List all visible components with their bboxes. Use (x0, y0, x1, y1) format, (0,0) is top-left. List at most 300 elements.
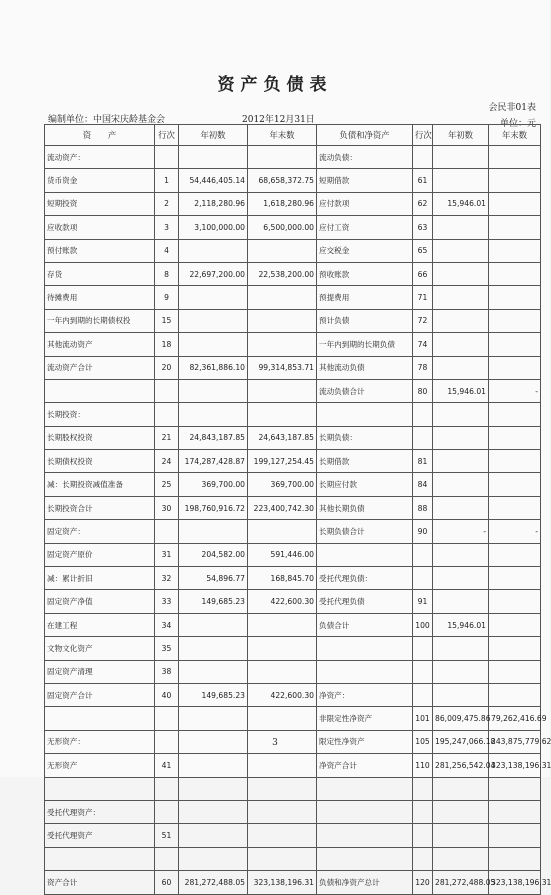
asset-item: 无形资产 (45, 754, 155, 777)
table-row (45, 637, 541, 660)
asset-opening-value (179, 754, 248, 777)
asset-opening-value (179, 309, 248, 332)
asset-opening-value: 149,685.23 (179, 590, 248, 613)
liability-opening-value (433, 590, 489, 613)
asset-closing-value (248, 403, 317, 426)
liability-opening-value (433, 496, 489, 519)
asset-line-no (155, 379, 179, 402)
asset-item: 短期投资 (45, 192, 155, 215)
asset-item (45, 847, 155, 870)
asset-line-no: 35 (155, 637, 179, 660)
liability-closing-value (489, 473, 541, 496)
table-row (45, 426, 541, 449)
asset-line-no: 41 (155, 754, 179, 777)
asset-item: 受托代理资产： (45, 800, 155, 823)
asset-closing-value (248, 777, 317, 800)
liability-item: 长期负债合计 (317, 520, 413, 543)
liability-closing-value: - (489, 379, 541, 402)
liability-line-no (413, 824, 433, 847)
liability-closing-value: 323,138,196.31 (489, 871, 541, 894)
liability-closing-value (489, 824, 541, 847)
asset-closing-value (248, 847, 317, 870)
asset-opening-value (179, 333, 248, 356)
liability-line-no (413, 660, 433, 683)
asset-closing-value (248, 754, 317, 777)
liability-opening-value (433, 660, 489, 683)
header-assets: 资 产 (45, 125, 155, 146)
liability-item (317, 403, 413, 426)
asset-line-no: 34 (155, 613, 179, 636)
header-opening: 年初数 (179, 125, 248, 146)
liability-line-no: 63 (413, 216, 433, 239)
asset-closing-value (248, 286, 317, 309)
liability-line-no (413, 146, 433, 169)
asset-line-no: 40 (155, 683, 179, 706)
asset-line-no: 25 (155, 473, 179, 496)
liability-closing-value (489, 146, 541, 169)
table-row (45, 660, 541, 683)
asset-line-no: 31 (155, 543, 179, 566)
liability-opening-value (433, 567, 489, 590)
asset-item: 应收款项 (45, 216, 155, 239)
asset-item: 减：累计折旧 (45, 567, 155, 590)
asset-opening-value: 204,582.00 (179, 543, 248, 566)
document-title: 资产负债表 (217, 75, 333, 95)
asset-opening-value (179, 613, 248, 636)
liability-closing-value (489, 286, 541, 309)
liability-item: 应交税金 (317, 239, 413, 262)
form-code: 会民非01表 (488, 103, 536, 113)
liability-line-no: 71 (413, 286, 433, 309)
liability-line-no: 72 (413, 309, 433, 332)
table-row (45, 613, 541, 636)
liability-opening-value (433, 450, 489, 473)
asset-item: 无形资产： (45, 730, 155, 753)
asset-closing-value: 223,400,742.30 (248, 496, 317, 519)
liability-item: 负债和净资产总计 (317, 871, 413, 894)
liability-opening-value (433, 473, 489, 496)
asset-opening-value (179, 286, 248, 309)
asset-line-no: 3 (155, 216, 179, 239)
liability-item: 预计负债 (317, 309, 413, 332)
asset-closing-value: 168,845.70 (248, 567, 317, 590)
asset-item: 受托代理资产 (45, 824, 155, 847)
liability-closing-value (489, 262, 541, 285)
asset-opening-value (179, 637, 248, 660)
liability-item (317, 660, 413, 683)
liability-opening-value: 195,247,066.18 (433, 730, 489, 753)
liability-line-no: 101 (413, 707, 433, 730)
asset-opening-value: 281,272,488.05 (179, 871, 248, 894)
table-header-row (45, 125, 541, 146)
asset-line-no: 30 (155, 496, 179, 519)
liability-closing-value (489, 169, 541, 192)
liability-opening-value (433, 637, 489, 660)
table-row (45, 169, 541, 192)
liability-line-no: 110 (413, 754, 433, 777)
table-row (45, 496, 541, 519)
asset-line-no: 20 (155, 356, 179, 379)
page-number: 3 (272, 738, 278, 748)
asset-opening-value: 2,118,280.96 (179, 192, 248, 215)
liability-closing-value (489, 567, 541, 590)
liability-closing-value (489, 660, 541, 683)
asset-opening-value: 54,446,405.14 (179, 169, 248, 192)
asset-opening-value (179, 239, 248, 262)
currency-unit: 单位：元 (499, 119, 536, 129)
asset-item: 长期投资： (45, 403, 155, 426)
liability-opening-value (433, 777, 489, 800)
asset-opening-value: 198,760,916.72 (179, 496, 248, 519)
liability-opening-value: 281,256,542.04 (433, 754, 489, 777)
asset-line-no: 1 (155, 169, 179, 192)
liability-item: 预提费用 (317, 286, 413, 309)
table-row (45, 309, 541, 332)
asset-opening-value (179, 777, 248, 800)
liability-line-no: 88 (413, 496, 433, 519)
liability-line-no: 65 (413, 239, 433, 262)
asset-line-no (155, 707, 179, 730)
table-row (45, 707, 541, 730)
table-row (45, 824, 541, 847)
liability-closing-value (489, 216, 541, 239)
liability-item: 受托代理负债 (317, 590, 413, 613)
asset-item: 固定资产： (45, 520, 155, 543)
liability-line-no (413, 777, 433, 800)
asset-line-no: 4 (155, 239, 179, 262)
asset-item: 预付账款 (45, 239, 155, 262)
liability-item: 负债合计 (317, 613, 413, 636)
asset-closing-value (248, 660, 317, 683)
asset-line-no: 9 (155, 286, 179, 309)
liability-opening-value (433, 169, 489, 192)
liability-item: 其他流动负债 (317, 356, 413, 379)
liability-item: 净资产： (317, 683, 413, 706)
asset-closing-value (248, 239, 317, 262)
liability-opening-value (433, 356, 489, 379)
liability-closing-value (489, 450, 541, 473)
table-row (45, 567, 541, 590)
asset-item: 长期股权投资 (45, 426, 155, 449)
table-row (45, 473, 541, 496)
liability-opening-value (433, 262, 489, 285)
asset-closing-value: 99,314,853.71 (248, 356, 317, 379)
asset-closing-value: 422,600.30 (248, 683, 317, 706)
liability-opening-value (433, 683, 489, 706)
asset-opening-value (179, 800, 248, 823)
table-row (45, 286, 541, 309)
liability-line-no: 120 (413, 871, 433, 894)
asset-closing-value (248, 637, 317, 660)
liability-item: 长期负债： (317, 426, 413, 449)
table-row (45, 871, 541, 894)
liability-line-no: 80 (413, 379, 433, 402)
liability-opening-value (433, 847, 489, 870)
asset-line-no (155, 146, 179, 169)
liability-opening-value (433, 146, 489, 169)
asset-item: 固定资产清理 (45, 660, 155, 683)
asset-item: 资产合计 (45, 871, 155, 894)
liability-closing-value (489, 309, 541, 332)
liability-item: 应付款项 (317, 192, 413, 215)
asset-item: 固定资产原价 (45, 543, 155, 566)
table-row (45, 590, 541, 613)
liability-line-no: 84 (413, 473, 433, 496)
asset-opening-value: 149,685.23 (179, 683, 248, 706)
asset-opening-value (179, 379, 248, 402)
liability-item (317, 824, 413, 847)
asset-closing-value (248, 707, 317, 730)
liability-closing-value (489, 777, 541, 800)
liability-item: 一年内到期的长期负债 (317, 333, 413, 356)
table-row (45, 216, 541, 239)
liability-opening-value (433, 403, 489, 426)
asset-closing-value (248, 146, 317, 169)
asset-closing-value: 369,700.00 (248, 473, 317, 496)
asset-item: 货币资金 (45, 169, 155, 192)
liability-item: 预收账款 (317, 262, 413, 285)
liability-item (317, 777, 413, 800)
liability-closing-value: 323,138,196.31 (489, 754, 541, 777)
asset-opening-value: 22,697,200.00 (179, 262, 248, 285)
liability-closing-value (489, 496, 541, 519)
asset-opening-value: 82,361,886.10 (179, 356, 248, 379)
liability-opening-value: 281,272,488.05 (433, 871, 489, 894)
asset-opening-value (179, 824, 248, 847)
asset-closing-value: 422,600.30 (248, 590, 317, 613)
liability-line-no: 91 (413, 590, 433, 613)
liability-item (317, 637, 413, 660)
asset-item: 存货 (45, 262, 155, 285)
asset-closing-value: 199,127,254.45 (248, 450, 317, 473)
liability-opening-value (433, 800, 489, 823)
liability-opening-value: 15,946.01 (433, 379, 489, 402)
asset-closing-value (248, 379, 317, 402)
liability-opening-value: 15,946.01 (433, 192, 489, 215)
liability-opening-value (433, 239, 489, 262)
asset-opening-value (179, 403, 248, 426)
asset-closing-value: 6,500,000.00 (248, 216, 317, 239)
asset-closing-value (248, 309, 317, 332)
liability-opening-value (433, 309, 489, 332)
liability-item: 长期应付款 (317, 473, 413, 496)
liability-opening-value (433, 824, 489, 847)
table-row (45, 239, 541, 262)
liability-line-no (413, 567, 433, 590)
asset-line-no: 24 (155, 450, 179, 473)
liability-item: 限定性净资产 (317, 730, 413, 753)
asset-line-no: 2 (155, 192, 179, 215)
liability-item: 其他长期负债 (317, 496, 413, 519)
asset-item: 固定资产合计 (45, 683, 155, 706)
table-row (45, 146, 541, 169)
balance-sheet-table (44, 124, 551, 895)
asset-item: 固定资产净值 (45, 590, 155, 613)
asset-closing-value: 24,643,187.85 (248, 426, 317, 449)
table-row (45, 356, 541, 379)
asset-line-no: 21 (155, 426, 179, 449)
table-row (45, 450, 541, 473)
asset-item: 减：长期投资减值准备 (45, 473, 155, 496)
liability-opening-value (433, 543, 489, 566)
liability-closing-value (489, 613, 541, 636)
header-closing: 年末数 (489, 125, 541, 146)
asset-closing-value (248, 333, 317, 356)
asset-closing-value (248, 520, 317, 543)
asset-line-no (155, 800, 179, 823)
table-row (45, 754, 541, 777)
liability-opening-value: 15,946.01 (433, 613, 489, 636)
asset-item: 其他流动资产 (45, 333, 155, 356)
header-closing: 年末数 (248, 125, 317, 146)
liability-opening-value: - (433, 520, 489, 543)
asset-opening-value (179, 520, 248, 543)
asset-item: 在建工程 (45, 613, 155, 636)
table-row (45, 379, 541, 402)
header-line-no: 行次 (413, 125, 433, 146)
asset-closing-value: 68,658,372.75 (248, 169, 317, 192)
asset-line-no (155, 847, 179, 870)
liability-line-no: 62 (413, 192, 433, 215)
asset-item: 长期债权投资 (45, 450, 155, 473)
liability-closing-value (489, 239, 541, 262)
asset-closing-value (248, 800, 317, 823)
liability-item: 受托代理负债： (317, 567, 413, 590)
table-row (45, 683, 541, 706)
header-line-no: 行次 (155, 125, 179, 146)
liability-closing-value (489, 800, 541, 823)
asset-item: 流动资产： (45, 146, 155, 169)
asset-opening-value: 174,287,428.87 (179, 450, 248, 473)
liability-item: 流动负债： (317, 146, 413, 169)
liability-line-no: 90 (413, 520, 433, 543)
asset-opening-value: 3,100,000.00 (179, 216, 248, 239)
liability-item (317, 800, 413, 823)
asset-line-no: 32 (155, 567, 179, 590)
liability-closing-value (489, 637, 541, 660)
asset-opening-value: 369,700.00 (179, 473, 248, 496)
asset-closing-value: 323,138,196.31 (248, 871, 317, 894)
asset-line-no: 8 (155, 262, 179, 285)
asset-line-no: 33 (155, 590, 179, 613)
table-row (45, 847, 541, 870)
header-liabilities: 负债和净资产 (317, 125, 413, 146)
asset-line-no: 51 (155, 824, 179, 847)
asset-closing-value (248, 824, 317, 847)
liability-closing-value: 79,262,416.69 (489, 707, 541, 730)
liability-closing-value (489, 683, 541, 706)
liability-line-no (413, 800, 433, 823)
asset-line-no (155, 520, 179, 543)
liability-item: 长期借款 (317, 450, 413, 473)
asset-line-no: 15 (155, 309, 179, 332)
liability-closing-value (489, 333, 541, 356)
asset-opening-value (179, 707, 248, 730)
liability-line-no: 61 (413, 169, 433, 192)
liability-item (317, 543, 413, 566)
liability-line-no (413, 683, 433, 706)
liability-item: 应付工资 (317, 216, 413, 239)
liability-closing-value: - (489, 520, 541, 543)
liability-opening-value (433, 426, 489, 449)
asset-item: 文物文化资产 (45, 637, 155, 660)
liability-line-no: 74 (413, 333, 433, 356)
liability-line-no (413, 543, 433, 566)
liability-line-no: 78 (413, 356, 433, 379)
liability-opening-value (433, 216, 489, 239)
liability-line-no: 66 (413, 262, 433, 285)
liability-line-no (413, 847, 433, 870)
liability-line-no (413, 403, 433, 426)
asset-opening-value (179, 146, 248, 169)
liability-closing-value: 243,875,779.62 (489, 730, 541, 753)
liability-closing-value (489, 403, 541, 426)
asset-item: 一年内到期的长期债权投 (45, 309, 155, 332)
asset-line-no: 18 (155, 333, 179, 356)
asset-item: 待摊费用 (45, 286, 155, 309)
asset-item (45, 707, 155, 730)
asset-opening-value (179, 660, 248, 683)
report-date: 2012年12月31日 (242, 115, 315, 125)
asset-item: 流动资产合计 (45, 356, 155, 379)
asset-item (45, 379, 155, 402)
table-row (45, 800, 541, 823)
table-row (45, 777, 541, 800)
header-opening: 年初数 (433, 125, 489, 146)
liability-closing-value (489, 847, 541, 870)
asset-closing-value: 591,446.00 (248, 543, 317, 566)
asset-line-no (155, 403, 179, 426)
liability-item: 净资产合计 (317, 754, 413, 777)
liability-line-no: 100 (413, 613, 433, 636)
table-row (45, 543, 541, 566)
liability-closing-value (489, 426, 541, 449)
liability-opening-value (433, 286, 489, 309)
liability-closing-value (489, 192, 541, 215)
asset-closing-value: 22,538,200.00 (248, 262, 317, 285)
liability-item: 短期借款 (317, 169, 413, 192)
asset-opening-value (179, 847, 248, 870)
table-row (45, 403, 541, 426)
liability-opening-value: 86,009,475.86 (433, 707, 489, 730)
asset-opening-value: 54,896.77 (179, 567, 248, 590)
liability-line-no: 81 (413, 450, 433, 473)
asset-line-no: 60 (155, 871, 179, 894)
asset-closing-value: 1,618,280.96 (248, 192, 317, 215)
asset-opening-value: 24,843,187.85 (179, 426, 248, 449)
asset-item (45, 777, 155, 800)
liability-closing-value (489, 356, 541, 379)
liability-closing-value (489, 543, 541, 566)
asset-closing-value (248, 613, 317, 636)
asset-item: 长期投资合计 (45, 496, 155, 519)
table-row (45, 262, 541, 285)
table-row (45, 192, 541, 215)
organization-label: 编制单位：中国宋庆龄基金会 (48, 115, 166, 125)
liability-item: 非限定性净资产 (317, 707, 413, 730)
liability-item: 流动负债合计 (317, 379, 413, 402)
liability-item (317, 847, 413, 870)
table-row (45, 333, 541, 356)
asset-line-no (155, 777, 179, 800)
liability-line-no: 105 (413, 730, 433, 753)
liability-line-no (413, 426, 433, 449)
table-row (45, 520, 541, 543)
liability-closing-value (489, 590, 541, 613)
asset-line-no: 38 (155, 660, 179, 683)
liability-opening-value (433, 333, 489, 356)
liability-line-no (413, 637, 433, 660)
